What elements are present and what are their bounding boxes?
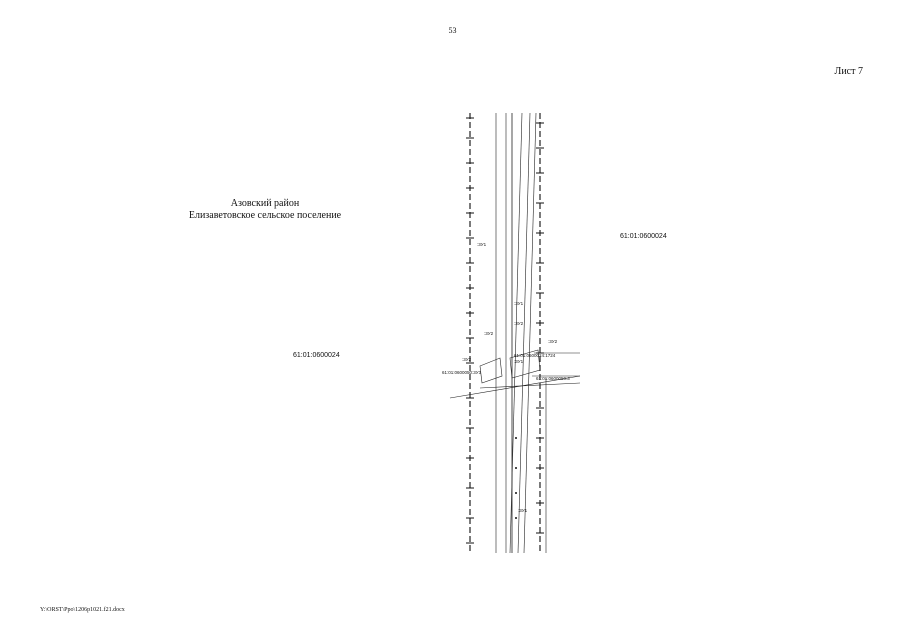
cadastral-block-right: 61:01:0600024 bbox=[620, 233, 667, 240]
cadastral-map bbox=[440, 108, 590, 558]
zone-label: :3У1 bbox=[514, 301, 524, 306]
parcel-label: 61:01:0600050:3У3 bbox=[442, 370, 482, 375]
zone-label: :3У1 bbox=[477, 242, 487, 247]
zone-label: :3У2 bbox=[484, 331, 494, 336]
parcel-label: 61:01:0600024:1724 bbox=[514, 353, 556, 358]
point-markers bbox=[515, 437, 517, 519]
right-ticks bbox=[536, 123, 544, 533]
zone-label: :3У2 bbox=[548, 339, 558, 344]
footer-file-path: Y:\ORST\Ppo\1206p1021.f21.docx bbox=[40, 607, 125, 613]
page-number: 53 bbox=[448, 26, 457, 35]
sheet-label: Лист 7 bbox=[834, 66, 863, 77]
cadastral-block-left: 61:01:0600024 bbox=[293, 352, 340, 359]
parcel-label: 61:01:0600050:3 bbox=[536, 376, 570, 381]
zone-label: :3У2 bbox=[462, 357, 472, 362]
settlement-title: Елизаветовское сельское поселение bbox=[188, 210, 342, 221]
zone-label: :3У2 bbox=[514, 321, 524, 326]
district-title: Азовский район bbox=[230, 198, 300, 209]
boundary-lines bbox=[470, 113, 546, 553]
zone-label: :3У1 bbox=[518, 508, 528, 513]
zone-label: :3У1 bbox=[514, 359, 524, 364]
